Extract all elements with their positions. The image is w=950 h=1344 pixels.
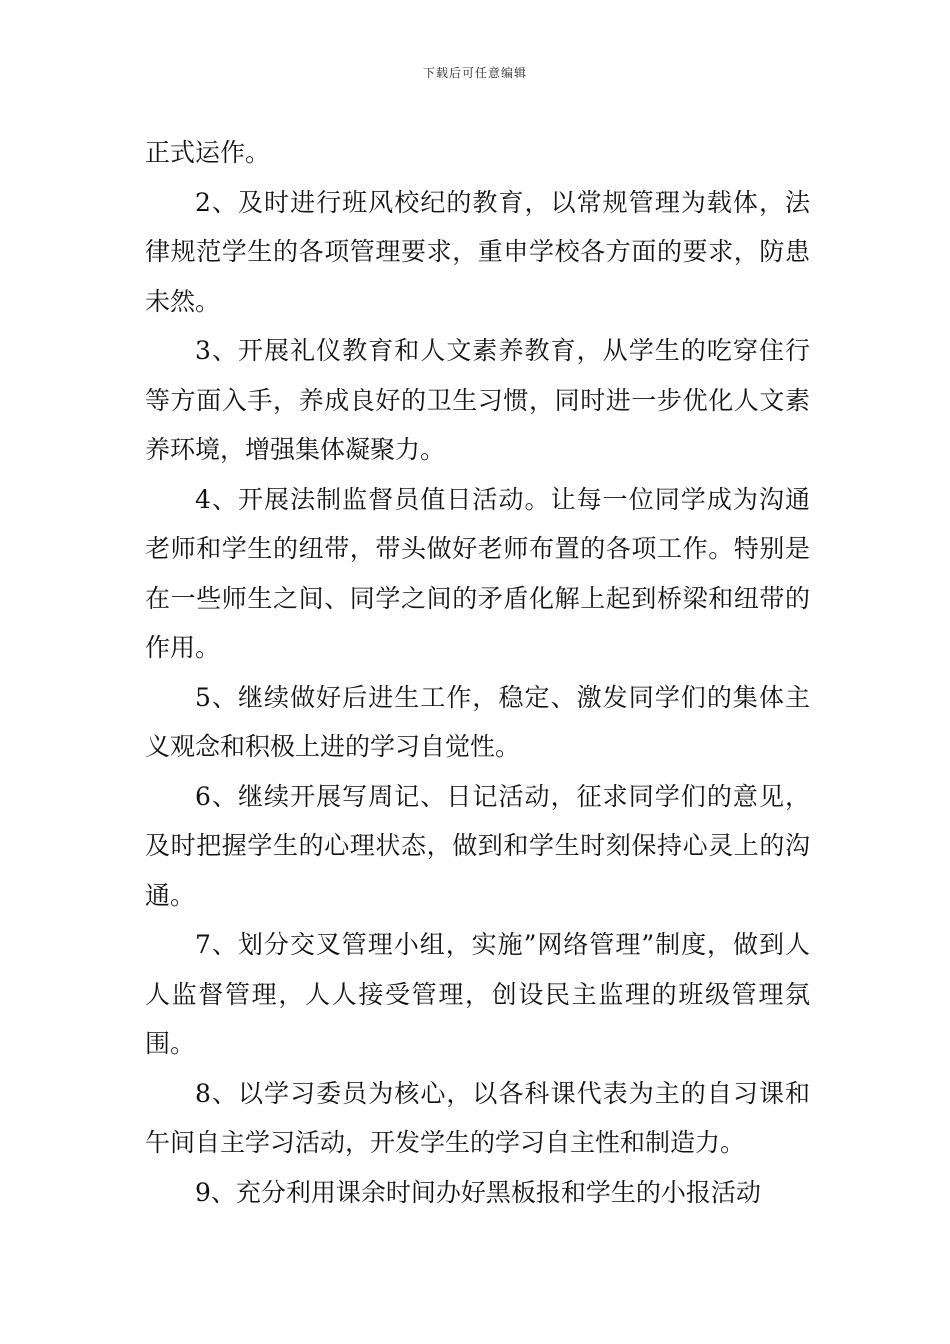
page-header: 下载后可任意编辑 (422, 66, 527, 80)
paragraph-item-6: 6、继续开展写周记、日记活动，征求同学们的意见，及时把握学生的心理状态，做到和学生时刻保持心灵上的沟通。 (145, 781, 810, 910)
paragraph-item-2: 2、及时进行班风校纪的教育，以常规管理为载体，法律规范学生的各项管理要求，重申学校各方面的要求，防患未然。 (145, 187, 810, 316)
document-body (145, 128, 810, 1217)
paragraph-item-9: 9、充分利用课余时间办好黑板报和学生的小报活动 (195, 1177, 761, 1207)
paragraph-item-8: 8、以学习委员为核心，以各科课代表为主的自习课和午间自主学习活动，开发学生的学习自主性和制造力。 (145, 1078, 810, 1157)
paragraph-item-7: 7、划分交叉管理小组，实施”网络管理”制度，做到人人监督管理，人人接受管理，创设民主监理的班级管理氛围。 (145, 930, 810, 1058)
paragraph-item-3: 3、开展礼仪教育和人文素养教育，从学生的吃穿住行等方面入手，养成良好的卫生习惯，同时进一步优化人文素养环境，增强集体凝聚力。 (145, 336, 810, 464)
paragraph-item-4: 4、开展法制监督员值日活动。让每一位同学成为沟通老师和学生的纽带，带头做好老师布置的各项工作。特别是在一些师生之间、同学之间的矛盾化解上起到桥梁和纽带的作用。 (145, 484, 810, 662)
paragraph-continuation: 正式运作。 (145, 138, 271, 167)
paragraph-item-5: 5、继续做好后进生工作，稳定、激发同学们的集体主义观念和积极上进的学习自觉性。 (145, 682, 810, 761)
